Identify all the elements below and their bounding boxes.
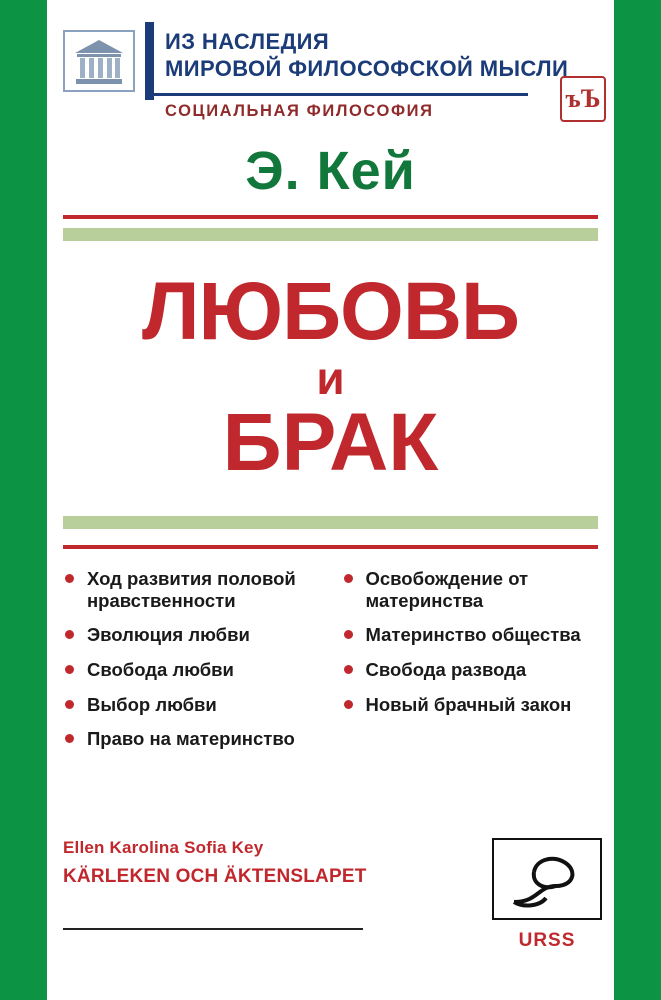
right-green-margin (614, 0, 661, 1000)
list-item-label: Выбор любви (87, 693, 217, 715)
list-item (63, 568, 326, 611)
divider-green-bottom (63, 516, 598, 529)
series-divider (145, 93, 528, 96)
original-author: Ellen Karolina Sofia Key (63, 838, 264, 857)
series-title (165, 28, 568, 82)
author-name: Э. Кей (245, 141, 416, 201)
series-title-line2: МИРОВОЙ ФИЛОСОФСКОЙ МЫСЛИ (165, 56, 569, 81)
original-title: KÄRLEKEN OCH ÄKTENSLAPET (63, 866, 367, 887)
list-item-label: Свобода развода (365, 658, 527, 680)
list-item (342, 624, 605, 646)
bottom-divider (63, 928, 363, 930)
bullet-icon (344, 665, 353, 674)
list-item-label: Освобождение от материнства (365, 568, 529, 611)
bullet-icon (65, 574, 74, 583)
divider-red-bottom (63, 545, 598, 549)
bullet-icon (65, 700, 74, 709)
bullet-icon (344, 574, 353, 583)
series-title-line1: ИЗ НАСЛЕДИЯ (165, 29, 330, 54)
list-item (63, 659, 326, 681)
list-item-label: Материнство общества (365, 624, 581, 646)
left-green-margin (0, 0, 47, 1000)
title-line-3: БРАК (222, 397, 439, 489)
list-item-label: Ход развития половой нравственности (87, 568, 296, 611)
divider-red-top (63, 215, 598, 219)
publisher-name: URSS (518, 930, 576, 951)
series-header (47, 18, 614, 138)
series-subtitle: СОЦИАЛЬНАЯ ФИЛОСОФИЯ (165, 102, 434, 120)
publisher-monogram: ъЪ (560, 76, 606, 122)
list-item-label: Право на материнство (87, 728, 295, 750)
list-item (342, 694, 605, 716)
original-title-block (63, 838, 367, 888)
series-accent-bar (145, 22, 154, 100)
bullet-icon (65, 630, 74, 639)
bullet-icon (344, 700, 353, 709)
list-item-label: Эволюция любви (87, 624, 250, 646)
contents-column-right (342, 568, 605, 763)
classical-temple-icon (63, 30, 135, 92)
title-line-2: и (316, 352, 345, 405)
list-item-label: Новый брачный закон (365, 693, 572, 715)
contents-column-left (63, 568, 326, 763)
page-title (47, 266, 614, 489)
list-item (342, 568, 605, 611)
bullet-icon (344, 630, 353, 639)
title-line-1: ЛЮБОВЬ (142, 266, 519, 357)
bullet-icon (65, 734, 74, 743)
cover-inner (47, 0, 614, 1000)
list-item (63, 728, 326, 750)
bullet-icon (65, 665, 74, 674)
list-item (342, 659, 605, 681)
list-item (63, 694, 326, 716)
list-item-label: Свобода любви (87, 658, 234, 680)
contents-list (63, 568, 604, 763)
urss-swirl-icon (492, 838, 602, 920)
divider-green-top (63, 228, 598, 241)
list-item (63, 624, 326, 646)
publisher-block (492, 838, 602, 952)
